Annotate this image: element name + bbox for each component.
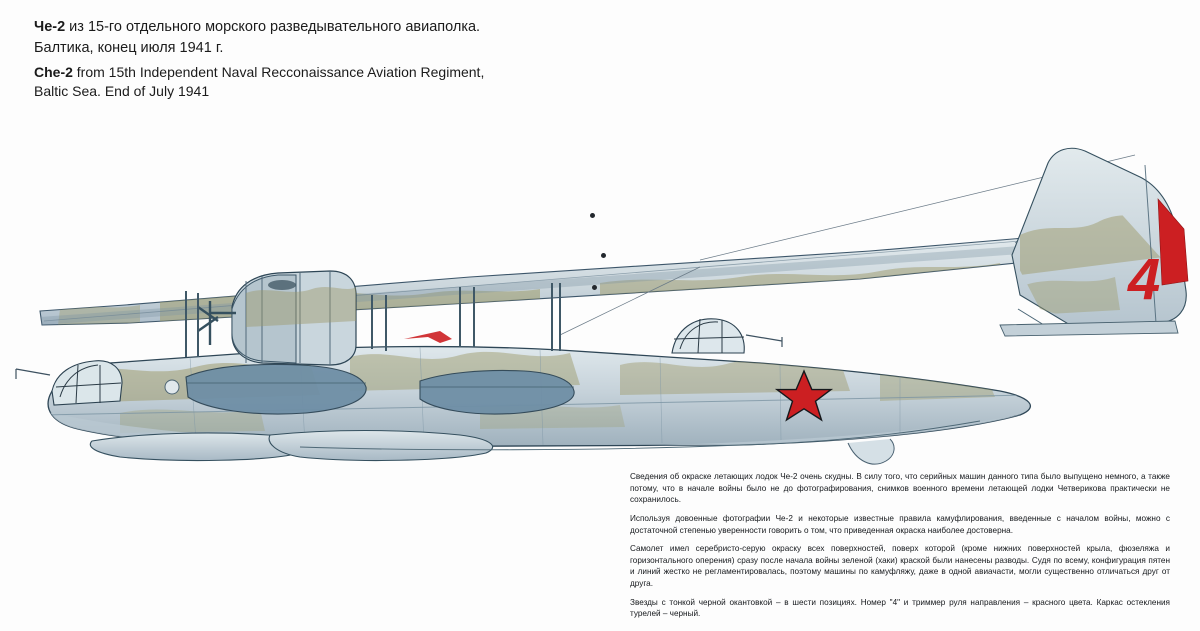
description-paragraph-2: Используя довоенные фотографии Че-2 и некоторые известные правила камуфлирования, введенные с началом войны, можно с достаточной степенью уверенности говорить о том, что приведенная окраска наиболее достоверна. — [630, 513, 1170, 535]
rudder-trim-red — [1158, 199, 1188, 285]
hull-porthole — [165, 380, 179, 394]
sponson-float — [90, 431, 492, 461]
marker-dot-icon — [590, 213, 595, 218]
tail-number: 4 — [1128, 247, 1161, 312]
vertical-tail — [1012, 148, 1188, 325]
marker-dot-icon — [592, 285, 597, 290]
caption-russian-title: Че-2 — [34, 19, 66, 35]
description-paragraph-3: Самолет имел серебристо-серую окраску всех поверхностей, поверх которой (кроме нижних поверхностей крыла, фюзеляжа и горизонтального оперения) сразу после начала войны зеленой (хаки) краской были нанесены разводы. Судя по всему, конфигурация пятен и линий жестко не регламентировалась, поэтому машины по камуфляжу, даже в одной авиачасти, могли существенно отличаться друг от друга. — [630, 544, 1170, 589]
red-chevron-marking — [404, 331, 452, 343]
rear-hull-fairing — [848, 439, 894, 464]
exhaust-port — [268, 280, 296, 290]
caption-english-title: Che-2 — [34, 64, 73, 81]
caption-english-line-1 — [34, 63, 574, 82]
caption-russian-line-2: Балтика, конец июля 1941 г. — [34, 39, 224, 56]
horizontal-stabilizer — [1000, 321, 1178, 336]
caption-english-line-1-rest: from 15th Independent Naval Recconaissance Aviation Regiment, — [72, 64, 485, 81]
aircraft-svg — [0, 95, 1200, 465]
caption-english-line-2: Baltic Sea. End of July 1941 — [34, 83, 210, 100]
caption-russian-line-1-rest: из 15-го отдельного морского разведывательного авиаполка. — [65, 19, 481, 35]
caption-russian-line-1 — [34, 18, 574, 38]
dorsal-turret — [672, 319, 782, 353]
description-text-block — [630, 471, 1170, 620]
nose-turret — [16, 361, 122, 405]
description-paragraph-4: Звезды с тонкой черной окантовкой – в шести позициях. Номер "4" и триммер руля направления – красного цвета. Каркас остекления турелей – черный. — [630, 597, 1170, 619]
aircraft-profile-illustration — [0, 95, 1200, 465]
description-paragraph-1: Сведения об окраске летающих лодок Че-2 очень скудны. В силу того, что серийных машин данного типа было выпущено немного, а также потому, что в начале войны было не до фотографирования, снимков военного времени летающей лодки Четверикова практически не сохранилось. — [630, 472, 1170, 505]
caption-block — [34, 18, 574, 101]
marker-dot-icon — [601, 253, 606, 258]
